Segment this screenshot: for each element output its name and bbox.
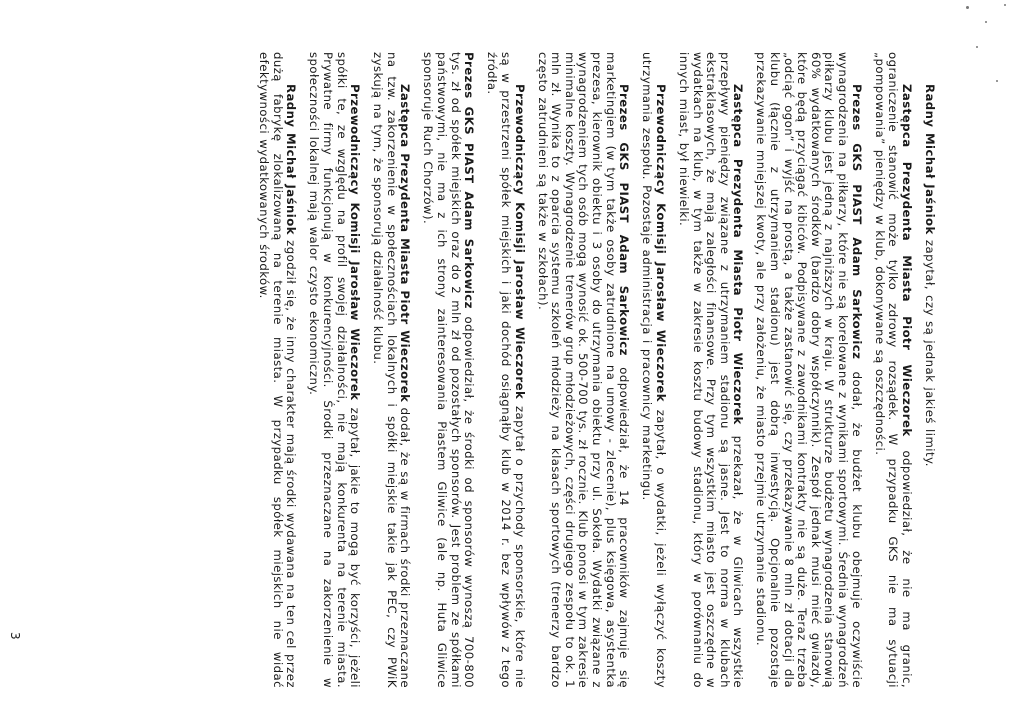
paragraph xyxy=(754,52,863,688)
speaker-name: Zastępca Prezydenta Miasta Piotr Wieczorek xyxy=(398,84,413,403)
scan-speck xyxy=(996,80,998,82)
paragraph xyxy=(421,52,475,688)
speaker-name: Zastępca Prezydenta Miasta Piotr Wieczorek xyxy=(899,84,914,437)
paragraph-text: dodał, że budżet klubu obejmuje oczywiście wynagrodzenia na piłkarzy, które nie są korelowane z wynikami sportowymi. Średnia wynagrodzeń piłkarzy klubu jest jedną z najniższych w kraju. W strukturze budżetu wynagrodzenia stanowią 60% wydatkowanych środków (bardzo dobry współczynnik). Zespół jednak musi mieć gwiazdy, które będą przyciągać kibiców. Podpisywane z zawodnikami kontrakty nie są duże. Teraz trzeba „odciąć ogon” i wyjść na prostą, a także zastanowić się, czy przekazywanie 8 mln zł dotacji dla klubu (łącznie z utrzymaniem stadionu) jest dobrą inwestycją. Opcjonalnie pozostaje przekazywanie mniejszej kwoty, ale przy założeniu, że miasto przejmie utrzymanie stadionu. xyxy=(754,52,864,688)
scan-speck xyxy=(976,46,978,48)
paragraph-text: odpowiedział, że 14 pracowników zajmuje się marketingiem (w tym także osoby zatrudnione na umowy - zlecenie), plus księgowa, asystentka prezesa, kierownik obiektu i 3 osoby do utrzymania obiektu przy ul. Sokoła. Wydatki związane z wynagrodzeniem tych osób mogą wynosić ok. 500-700 tys. zł rocznie. Klub ponosi w tym zakresie minimalne koszty. Wynagrodzenie trenerów grup młodzieżowych, części drugiego zespołu to ok. 1 mln zł. Wynika to z oparcia systemu szkoleń młodzieży na klasach sportowych (trenerzy bardzo często zatrudnieni są także w szkołach). xyxy=(535,52,632,688)
paragraph xyxy=(640,52,667,688)
paragraph xyxy=(256,52,297,688)
speaker-name: Prezes GKS PIAST Adam Sarkowicz xyxy=(617,84,632,356)
paragraph-text: zapytał, czy są jednak jakieś limity. xyxy=(923,234,937,467)
paragraph-text: zapytał, jakie to mogą być korzyści, jeżeli spółki te, ze względu na profil swojej działalności, nie mają konkurenta na terenie miasta. Prywatne firmy funkcjonują w konkurencyjności. Środki przeznaczane na zakorzenienie w społeczności lokalnej mają walor czysto ekonomiczny. xyxy=(307,52,363,688)
paragraph-text: zgodził się, że inny charakter mają środki wydawana na ten cel przez dużą fabrykę zlokalizowaną na terenie miasta. W przypadku spółek miejskich nie widać efektywności wydatkowanych środków. xyxy=(257,52,299,688)
paragraph-text: zapytał, o wydatki, jeżeli wyłączyć koszty utrzymania zespołu. Pozostaje administracja i pracownicy marketingu. xyxy=(640,52,668,688)
paragraph-text: zapytał o przychody sponsorskie, które nie są w przestrzeni spółek miejskich i jaki dochód osiągnąłby klub w 2014 r. bez wpływów z tego źródła. xyxy=(485,52,527,688)
speaker-name: Prezes GKS PIAST Adam Sarkowicz xyxy=(849,84,864,360)
speaker-name: Radny Michał Jaśniok xyxy=(284,84,299,235)
speaker-name: Prezes GKS PIAST Adam Sarkowicz xyxy=(462,52,477,309)
speaker-name: Przewodniczący Komisji Jarosław Wieczorek xyxy=(653,84,668,403)
page-number: 3 xyxy=(8,632,22,640)
speaker-name: Przewodniczący Komisji Jarosław Wieczorek xyxy=(348,84,363,401)
paragraph xyxy=(371,52,412,688)
paragraph-text: odpowiedział, że nie ma granic, ograniczenie stanowić może tylko zdrowy rozsądek. W przypadku GKS nie ma sytuacji „pompowania” pieniędzy w klub, dokonywane są oszczędności. xyxy=(872,52,914,688)
paragraph xyxy=(485,52,526,688)
paragraph-text: dodał, że są w firmach środki przeznaczane na tzw. zakorzenienie w społecznościach lokalnych i spółki miejskie takie jak PEC, czy PWiK zyskują na tym, że sponsorują działalność klubu. xyxy=(371,52,413,688)
scan-speck xyxy=(966,6,969,9)
paragraph xyxy=(535,52,630,688)
paragraph-text: odpowiedział, że środki od sponsorów wynoszą 700-800 tys. zł od spółek miejskich oraz do 2 mln zł od pozostałych sponsorów. Jest problem ze spółkami państwowymi, nie ma z ich strony zainteresowania Piastem Gliwice (ale np. Huta Gliwice sponsoruje Ruch Chorzów). xyxy=(421,52,477,688)
paragraph xyxy=(676,52,744,688)
scan-speck xyxy=(985,21,987,23)
paragraph xyxy=(922,52,936,688)
speaker-name: Radny Michał Jaśniok xyxy=(923,84,937,235)
paragraph xyxy=(872,52,913,688)
document-body xyxy=(247,52,936,688)
paragraph-text: przekazał, że w Gliwicach wszystkie przepływy pieniędzy związane z utrzymaniem stadionu są jasne. Jest to norma w klubach ekstraklasowych, że mają zaległości finansowe. Przy tym wszystkim miasto jest oszczędne w wydatkach na klub, w tym także w zakresie kosztu budowy stadionu, który w porównaniu do innych miast, był niewielki. xyxy=(677,52,746,688)
speaker-name: Zastępca Prezydenta Miasta Piotr Wieczorek xyxy=(731,84,746,425)
scan-speck xyxy=(1004,4,1006,6)
paragraph xyxy=(307,52,361,688)
speaker-name: Przewodniczący Komisji Jarosław Wieczorek xyxy=(512,84,527,400)
